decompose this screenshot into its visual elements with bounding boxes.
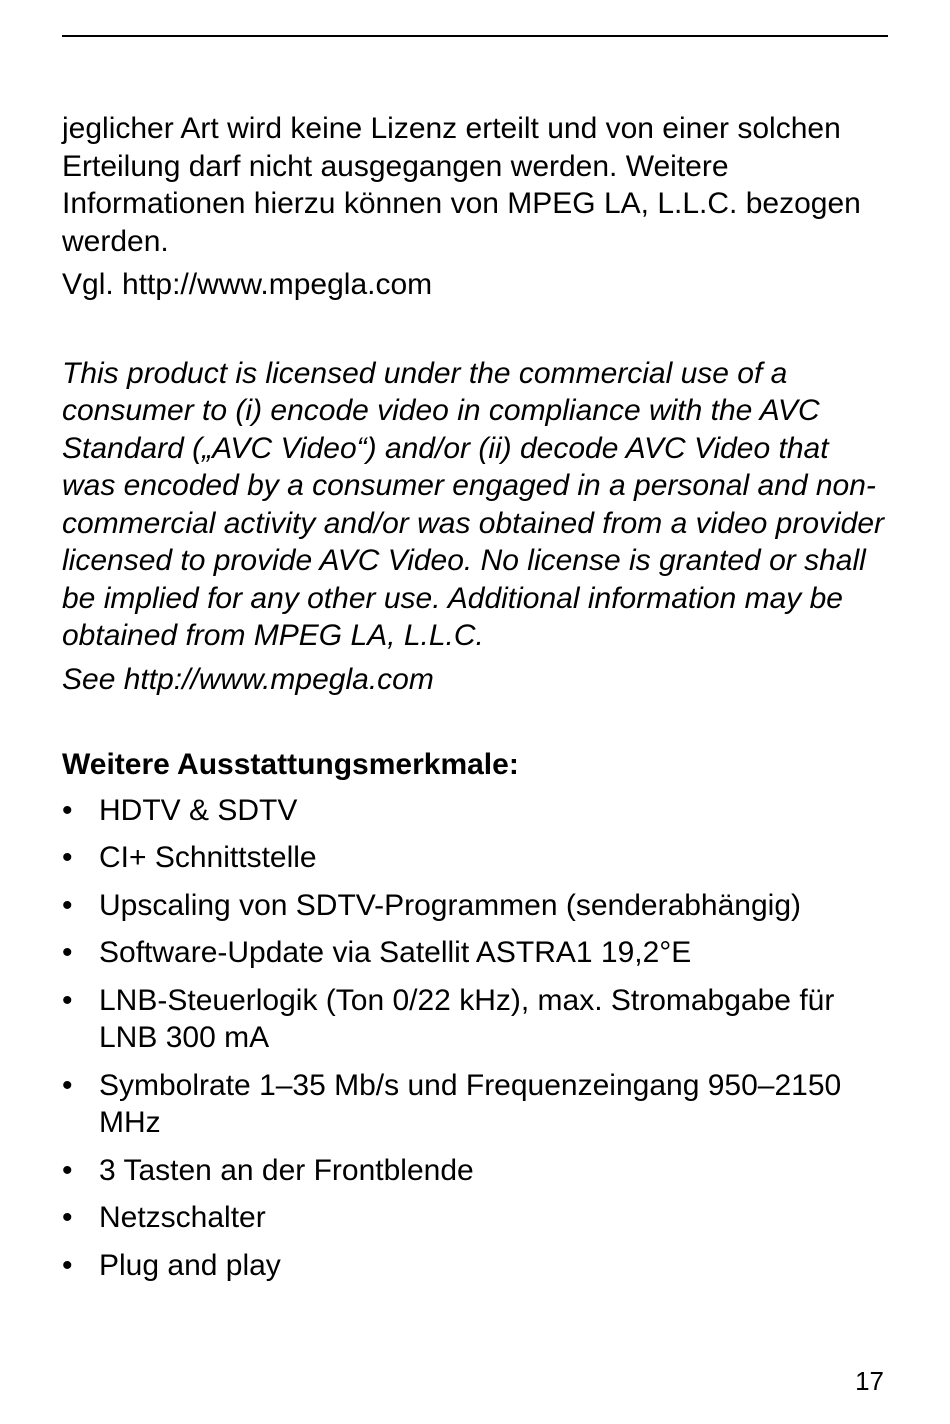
feature-item xyxy=(62,1199,888,1237)
feature-text: HDTV & SDTV xyxy=(99,793,298,827)
bullet-icon: • xyxy=(62,1201,73,1234)
feature-item xyxy=(62,792,888,830)
bullet-icon: • xyxy=(62,1153,73,1187)
bullet-icon: • xyxy=(62,983,73,1017)
feature-item xyxy=(62,934,888,972)
feature-text: Upscaling von SDTV-Programmen (senderabhängig) xyxy=(99,888,802,922)
feature-item xyxy=(62,887,888,925)
page-number: 17 xyxy=(855,1366,884,1396)
feature-text: Netzschalter xyxy=(99,1201,266,1234)
english-license-section xyxy=(62,355,888,699)
feature-text: Plug and play xyxy=(99,1248,281,1282)
bullet-icon: • xyxy=(62,1068,73,1102)
english-license-link: See http://www.mpegla.com xyxy=(62,662,434,696)
bullet-icon: • xyxy=(62,888,73,922)
feature-item xyxy=(62,839,888,877)
feature-item xyxy=(62,1247,888,1285)
feature-text: Symbolrate 1–35 Mb/s und Frequenzeingang 950–2150 MHz xyxy=(99,1068,842,1139)
header-rule xyxy=(62,35,888,37)
bullet-icon: • xyxy=(62,1248,73,1282)
german-license-link: Vgl. http://www.mpegla.com xyxy=(62,268,433,301)
english-license-notice: This product is licensed under the commercial use of a consumer to (i) encode video in compliance with the AVC Standard („AVC Video“) and/or (ii) decode AVC Video that was encoded by a consumer engaged in a personal and non-commercial activity and/or was obtained from a video provider licensed to provide AVC Video. No license is granted or shall be implied for any other use. Additional information may be obtained from MPEG LA, L.L.C. xyxy=(62,356,885,652)
features-heading: Weitere Ausstattungsmerkmale: xyxy=(62,748,519,781)
bullet-icon: • xyxy=(62,936,73,969)
features-list xyxy=(62,792,888,1285)
feature-text: Software-Update via Satellit ASTRA1 19,2°E xyxy=(99,936,692,969)
german-license-notice: jeglicher Art wird keine Lizenz erteilt und von einer solchen Erteilung darf nicht ausgegangen werden. Weitere Informationen hierzu können von MPEG LA, L.L.C. bezogen werden. xyxy=(62,112,861,258)
bullet-icon: • xyxy=(62,841,73,874)
feature-text: LNB-Steuerlogik (Ton 0/22 kHz), max. Stromabgabe für LNB 300 mA xyxy=(99,983,835,1054)
feature-item xyxy=(62,1152,888,1190)
bullet-icon: • xyxy=(62,793,73,827)
feature-text: CI+ Schnittstelle xyxy=(99,841,317,874)
page-content xyxy=(62,110,888,1294)
feature-item xyxy=(62,1067,888,1142)
feature-item xyxy=(62,982,888,1057)
feature-text: 3 Tasten an der Frontblende xyxy=(99,1153,474,1187)
